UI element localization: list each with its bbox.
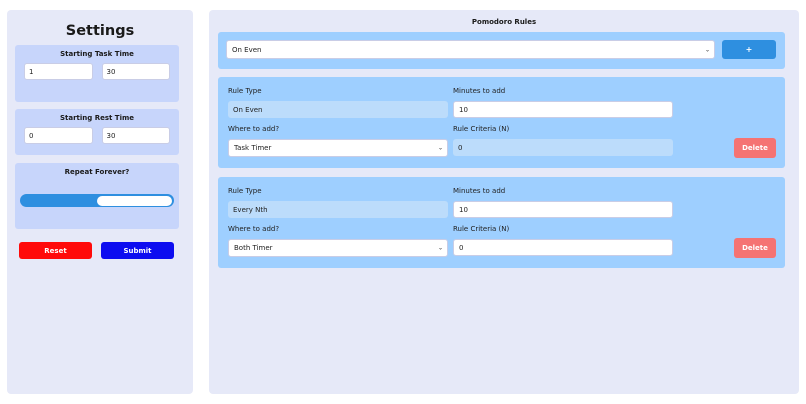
add-rule-bar (218, 32, 785, 69)
settings-panel (7, 10, 193, 394)
delete-rule-button[interactable]: Delete (734, 238, 776, 258)
where-to-add-label: Where to add? (228, 125, 280, 133)
rest-seconds-input[interactable]: 30 (102, 127, 171, 144)
rule-type-label: Rule Type (228, 87, 262, 95)
where-to-add-select[interactable] (228, 139, 448, 157)
rule-type-value: On Even (228, 101, 448, 118)
rules-panel (209, 10, 799, 394)
repeat-toggle-thumb[interactable] (97, 196, 172, 206)
delete-rule-button[interactable]: Delete (734, 138, 776, 158)
chevron-down-icon: ⌄ (437, 244, 443, 252)
task-minutes-input[interactable]: 1 (24, 63, 93, 80)
task-time-card (15, 45, 179, 102)
rule-criteria-label: Rule Criteria (N) (453, 225, 510, 233)
rule-type-label: Rule Type (228, 187, 262, 195)
rest-time-label: Starting Rest Time (59, 114, 135, 122)
rule-type-select[interactable] (226, 40, 715, 59)
task-time-label: Starting Task Time (60, 50, 134, 58)
minutes-to-add-input[interactable]: 10 (453, 101, 673, 118)
where-to-add-select[interactable] (228, 239, 448, 257)
settings-title: Settings (65, 23, 135, 39)
where-to-add-value: Task Timer (234, 144, 272, 152)
reset-button[interactable]: Reset (19, 242, 92, 259)
task-seconds-input[interactable]: 30 (102, 63, 171, 80)
rule-type-value: Every Nth (228, 201, 448, 218)
rest-time-card (15, 109, 179, 155)
minutes-to-add-input[interactable]: 10 (453, 201, 673, 218)
rule-criteria-input[interactable]: 0 (453, 239, 673, 256)
rule-criteria-label: Rule Criteria (N) (453, 125, 510, 133)
rule-criteria-value: 0 (453, 139, 673, 156)
chevron-down-icon: ⌄ (704, 46, 710, 53)
minutes-to-add-label: Minutes to add (453, 187, 506, 195)
repeat-label: Repeat Forever? (64, 168, 130, 176)
chevron-down-icon: ⌄ (437, 144, 443, 152)
repeat-card (15, 163, 179, 229)
where-to-add-label: Where to add? (228, 225, 280, 233)
add-rule-button[interactable]: + (722, 40, 776, 59)
where-to-add-value: Both Timer (234, 244, 273, 252)
submit-button[interactable]: Submit (101, 242, 174, 259)
rule-card (218, 77, 785, 168)
rules-title: Pomodoro Rules (471, 18, 537, 26)
rest-minutes-input[interactable]: 0 (24, 127, 93, 144)
repeat-toggle[interactable] (20, 194, 174, 207)
minutes-to-add-label: Minutes to add (453, 87, 506, 95)
rule-type-select-value: On Even (232, 45, 262, 54)
rule-card (218, 177, 785, 268)
